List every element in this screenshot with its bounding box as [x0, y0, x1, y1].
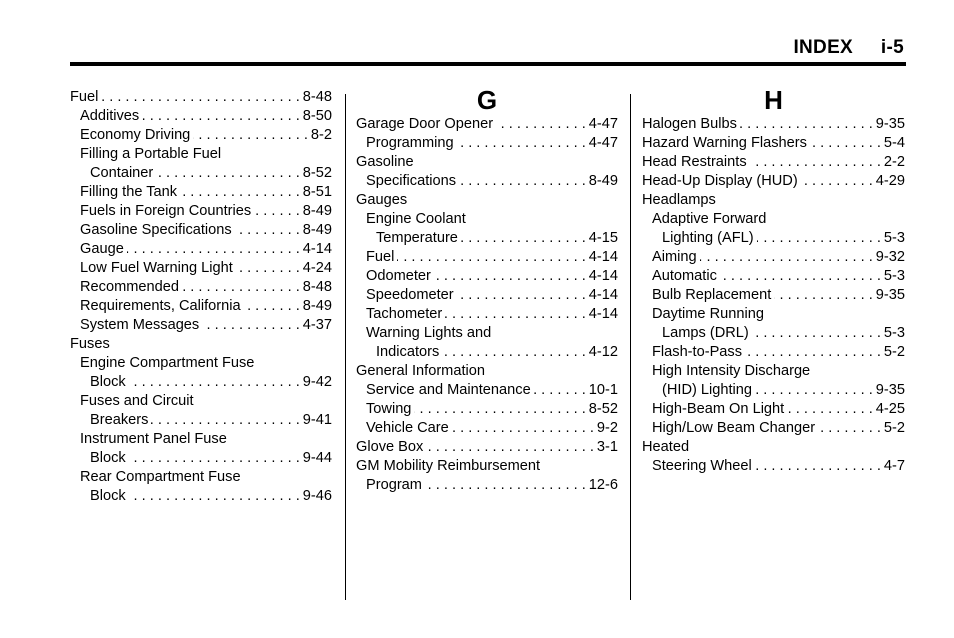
page-reference: 4-47 [588, 135, 618, 151]
dot-leader [720, 267, 881, 286]
index-entry [70, 449, 332, 468]
index-entry [70, 183, 332, 202]
index-entry [70, 164, 332, 183]
column-divider [630, 94, 631, 600]
index-term: Odometer [366, 268, 431, 284]
dot-leader [755, 457, 881, 476]
page-reference: 8-48 [302, 279, 332, 295]
index-entry [70, 240, 332, 259]
index-entry [356, 438, 618, 457]
index-term: Head-Up Display (HUD) [642, 173, 798, 189]
dot-leader [202, 316, 300, 335]
page-reference: 4-47 [588, 116, 618, 132]
dot-leader [700, 248, 873, 267]
dot-leader [810, 134, 881, 153]
index-entry [70, 221, 332, 240]
dot-leader [740, 115, 873, 134]
index-term: High/Low Beam Changer [652, 420, 816, 436]
page-reference: 3-1 [596, 439, 618, 455]
dot-leader [101, 88, 299, 107]
dot-leader [129, 373, 300, 392]
dot-leader [757, 229, 881, 248]
page-reference: 4-25 [875, 401, 905, 417]
index-term: Program [366, 477, 422, 493]
index-term: Economy Driving [80, 127, 191, 143]
index-entry [642, 419, 905, 438]
dot-leader [182, 278, 300, 297]
index-entry [356, 286, 618, 305]
page-reference: 9-35 [875, 382, 905, 398]
index-entry [642, 191, 905, 210]
page-reference: 4-24 [302, 260, 332, 276]
index-entry [356, 457, 618, 476]
index-term: Indicators [376, 344, 440, 360]
page-reference: 8-50 [302, 108, 332, 124]
index-entry [356, 172, 618, 191]
index-term: Lighting (AFL) [662, 230, 754, 246]
page-reference: 9-41 [302, 412, 332, 428]
index-entry [70, 88, 332, 107]
index-entry [70, 468, 332, 487]
index-entry [70, 297, 332, 316]
page-reference: 8-49 [588, 173, 618, 189]
index-term: Adaptive Forward [652, 211, 767, 227]
index-term: Fuels in Foreign Countries [80, 203, 252, 219]
dot-leader [127, 240, 300, 259]
dot-leader [254, 202, 300, 221]
index-term: Hazard Warning Flashers [642, 135, 807, 151]
index-term: Gauge [80, 241, 124, 257]
dot-leader [457, 134, 586, 153]
page-reference: 5-3 [883, 230, 905, 246]
index-term: GM Mobility Reimbursement [356, 458, 541, 474]
index-term: Halogen Bulbs [642, 116, 737, 132]
section-letter: H [764, 85, 783, 115]
index-term: Fuses [70, 336, 110, 352]
index-term: Block [90, 450, 126, 466]
index-entry [70, 107, 332, 126]
index-entry [356, 324, 618, 343]
page-reference: 2-2 [883, 154, 905, 170]
page-reference: 5-4 [883, 135, 905, 151]
page-reference: 8-49 [302, 222, 332, 238]
dot-leader [459, 172, 586, 191]
index-term: Aiming [652, 249, 697, 265]
dot-leader [180, 183, 300, 202]
page-reference: 8-48 [302, 89, 332, 105]
index-entry [70, 316, 332, 335]
index-entry [642, 172, 905, 191]
index-term: Towing [366, 401, 412, 417]
index-entry [642, 343, 905, 362]
index-term: Bulb Replacement [652, 287, 772, 303]
index-entry [642, 438, 905, 457]
index-term: Fuel [366, 249, 395, 265]
dot-leader [236, 259, 300, 278]
dot-leader [414, 400, 585, 419]
index-entry [70, 411, 332, 430]
section-letter: G [476, 85, 498, 115]
index-column-f [70, 88, 332, 506]
dot-leader [129, 487, 300, 506]
page-reference: 9-32 [875, 249, 905, 265]
index-term: Headlamps [642, 192, 716, 208]
index-entry [70, 392, 332, 411]
index-entry [356, 134, 618, 153]
index-entry [642, 229, 905, 248]
index-term: Gasoline Specifications [80, 222, 232, 238]
page-reference: 9-42 [302, 374, 332, 390]
page-reference: 4-37 [302, 317, 332, 333]
index-term: Instrument Panel Fuse [80, 431, 227, 447]
index-entry [356, 362, 618, 381]
index-column-g [356, 85, 618, 495]
index-term: Filling the Tank [80, 184, 178, 200]
page-reference: 8-49 [302, 298, 332, 314]
index-term: Gauges [356, 192, 408, 208]
index-entry [642, 457, 905, 476]
dot-leader [425, 476, 586, 495]
index-term: Heated [642, 439, 690, 455]
dot-leader [426, 438, 594, 457]
index-term: Temperature [376, 230, 458, 246]
index-term: Specifications [366, 173, 457, 189]
index-entry [356, 229, 618, 248]
page-reference: 10-1 [588, 382, 618, 398]
dot-leader [156, 164, 300, 183]
index-term: Flash-to-Pass [652, 344, 743, 360]
index-entry [70, 259, 332, 278]
index-entry [356, 267, 618, 286]
page-reference: 9-2 [596, 420, 618, 436]
index-term: Service and Maintenance [366, 382, 531, 398]
index-entry [642, 362, 905, 381]
dot-leader [442, 343, 586, 362]
index-term: Speedometer [366, 287, 454, 303]
page-reference: 4-14 [588, 287, 618, 303]
index-entry [642, 248, 905, 267]
index-term: Additives [80, 108, 140, 124]
index-entry [70, 278, 332, 297]
page-reference: 5-3 [883, 268, 905, 284]
dot-leader [818, 419, 881, 438]
dot-leader [129, 449, 300, 468]
dot-leader [142, 107, 300, 126]
index-term: Low Fuel Warning Light [80, 260, 233, 276]
dot-leader [445, 305, 586, 324]
index-term: Rear Compartment Fuse [80, 469, 241, 485]
page-reference: 12-6 [588, 477, 618, 493]
page-reference: 4-14 [588, 268, 618, 284]
dot-leader [193, 126, 308, 145]
dot-leader [461, 229, 586, 248]
page-reference: 4-14 [588, 306, 618, 322]
index-term: High Intensity Discharge [652, 363, 811, 379]
dot-leader [750, 153, 881, 172]
index-entry [356, 210, 618, 229]
page-reference: 8-51 [302, 184, 332, 200]
dot-leader [745, 343, 881, 362]
index-term: Filling a Portable Fuel [80, 146, 222, 162]
page-reference: 8-52 [302, 165, 332, 181]
index-term: Glove Box [356, 439, 424, 455]
index-entry [356, 343, 618, 362]
index-term: Programming [366, 135, 454, 151]
header-rule [70, 62, 906, 66]
index-term: Automatic [652, 268, 717, 284]
index-term: Container [90, 165, 154, 181]
page-reference: 4-7 [883, 458, 905, 474]
index-term: Lamps (DRL) [662, 325, 749, 341]
dot-leader [774, 286, 873, 305]
page-reference: 9-35 [875, 287, 905, 303]
page-reference: 8-2 [310, 127, 332, 143]
index-entry [642, 400, 905, 419]
index-entry [356, 381, 618, 400]
index-entry [356, 248, 618, 267]
page-reference: 8-52 [588, 401, 618, 417]
index-term: Fuses and Circuit [80, 393, 194, 409]
index-term: Block [90, 374, 126, 390]
index-entry [70, 145, 332, 164]
page-reference: 4-14 [588, 249, 618, 265]
dot-leader [434, 267, 586, 286]
dot-leader [755, 381, 873, 400]
page-reference: 4-14 [302, 241, 332, 257]
page-reference: 5-2 [883, 420, 905, 436]
page-reference: 4-29 [875, 173, 905, 189]
dot-leader [235, 221, 300, 240]
dot-leader [397, 248, 585, 267]
index-entry [70, 373, 332, 392]
index-entry [70, 354, 332, 373]
page-reference: 9-44 [302, 450, 332, 466]
index-term: Breakers [90, 412, 149, 428]
index-entry [70, 335, 332, 354]
index-term: Head Restraints [642, 154, 747, 170]
index-term: Daytime Running [652, 306, 764, 322]
dot-leader [534, 381, 586, 400]
page-reference: 9-35 [875, 116, 905, 132]
index-entry [356, 153, 618, 172]
index-term: Fuel [70, 89, 99, 105]
index-entry [642, 324, 905, 343]
index-entry [642, 115, 905, 134]
index-entry [356, 419, 618, 438]
index-term: Gasoline [356, 154, 414, 170]
dot-leader [496, 115, 586, 134]
page-reference: 4-15 [588, 230, 618, 246]
page-reference: 5-2 [883, 344, 905, 360]
index-entry [642, 305, 905, 324]
index-term: Recommended [80, 279, 179, 295]
index-entry [356, 400, 618, 419]
index-entry [70, 126, 332, 145]
page-title: INDEX i-5 [793, 37, 904, 58]
dot-leader [151, 411, 299, 430]
index-term: Tachometer [366, 306, 443, 322]
index-entry [356, 191, 618, 210]
index-term: Vehicle Care [366, 420, 449, 436]
column-divider [345, 94, 346, 600]
index-entry [356, 115, 618, 134]
page-reference: 8-49 [302, 203, 332, 219]
index-entry [642, 381, 905, 400]
index-term: Block [90, 488, 126, 504]
dot-leader [244, 297, 300, 316]
dot-leader [452, 419, 594, 438]
index-term: Engine Compartment Fuse [80, 355, 255, 371]
index-entry [70, 487, 332, 506]
dot-leader [801, 172, 873, 191]
index-term: Garage Door Opener [356, 116, 494, 132]
page-reference: 5-3 [883, 325, 905, 341]
index-entry [356, 476, 618, 495]
index-term: Engine Coolant [366, 211, 466, 227]
index-entry [70, 430, 332, 449]
index-column-h [642, 85, 905, 476]
index-term: Steering Wheel [652, 458, 752, 474]
page-header [70, 37, 904, 64]
dot-leader [752, 324, 881, 343]
page-reference: 9-46 [302, 488, 332, 504]
index-term: System Messages [80, 317, 200, 333]
dot-leader [457, 286, 586, 305]
page-reference: 4-12 [588, 344, 618, 360]
dot-leader [787, 400, 873, 419]
index-entry [642, 210, 905, 229]
index-entry [70, 202, 332, 221]
index-entry [642, 153, 905, 172]
index-entry [642, 134, 905, 153]
index-entry [642, 286, 905, 305]
index-entry [356, 305, 618, 324]
index-term: General Information [356, 363, 485, 379]
index-term: Warning Lights and [366, 325, 492, 341]
index-term: High-Beam On Light [652, 401, 785, 417]
index-term: Requirements, California [80, 298, 241, 314]
index-entry [642, 267, 905, 286]
index-term: (HID) Lighting [662, 382, 753, 398]
